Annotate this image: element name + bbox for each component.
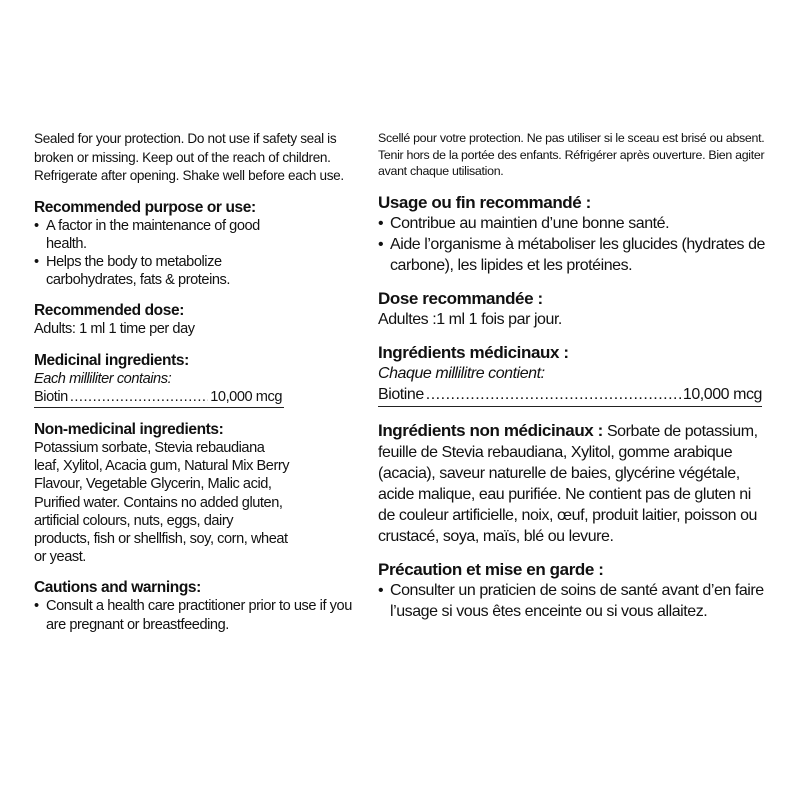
french-cautions-item: • Consulter un praticien de soins de santé avant d’en faire l’usage si vous êtes enceinte ou si vous allaitez. [378, 580, 770, 622]
english-medicinal-heading: Medicinal ingredients: [34, 351, 189, 369]
french-dose-heading: Dose recommandée : [378, 288, 543, 308]
english-ingredient-row [34, 388, 282, 406]
english-cautions-section [34, 579, 372, 633]
divider [34, 407, 284, 408]
english-dose-section [34, 302, 372, 338]
french-medicinal-heading: Ingrédients médicinaux : [378, 342, 569, 362]
english-cautions-heading: Cautions and warnings: [34, 579, 201, 597]
french-medicinal-subheading: Chaque millilitre contient: [378, 364, 545, 382]
english-non-medicinal-text: Potassium sorbate, Stevia rebaudiana leaf, Xylitol, Acacia gum, Natural Mix Berry Flavour, Vegetable Glycerin, Malic acid, Purified water. Contains no added gluten, artificial colours, nuts, eggs, dairy products, fish or shellfish, soy, corn, wheat or yeast. [34, 439, 290, 566]
french-ingredient-name: Biotine [378, 385, 424, 403]
french-ingredient-amount: 10,000 mcg [682, 385, 762, 403]
english-dose-text: Adults: 1 ml 1 time per day [34, 321, 195, 338]
french-non-medicinal-heading: Ingrédients non médicinaux : [378, 420, 603, 440]
english-dose-heading: Recommended dose: [34, 302, 184, 320]
english-cautions-list [34, 597, 372, 633]
english-cautions-item: • Consult a health care practitioner prior to use if you are pregnant or breastfeeding. [34, 597, 372, 633]
french-cautions-heading: Précaution et mise en garde : [378, 559, 604, 579]
french-cautions-section [378, 560, 770, 622]
french-non-medicinal-paragraph [378, 420, 770, 547]
english-non-medicinal-section [34, 421, 372, 566]
french-dose-section [378, 289, 770, 330]
english-medicinal-section [34, 352, 372, 408]
french-intro: Scellé pour votre protection. Ne pas utiliser si le sceau est brisé ou absent. Tenir hors de la portée des enfants. Réfrigérer après ouverture. Bien agiter avant chaque utilisation. [378, 131, 765, 178]
french-non-medicinal-text: Sorbate de potassium, feuille de Stevia rebaudiana, Xylitol, gomme arabique (acacia), saveur naturelle de baies, glycérine végétale, acide malique, eau purifiée. Ne contient pas de gluten ni de couleur artificielle, noix, œuf, produit laitier, poisson ou crustacé, soya, maïs, blé ou levure. [378, 422, 758, 545]
english-purpose-list [34, 217, 372, 290]
french-ingredient-row [378, 384, 762, 405]
english-ingredient-name: Biotin [34, 388, 68, 405]
english-purpose-item: • A factor in the maintenance of good health. [34, 217, 372, 253]
english-purpose-item: • Helps the body to metabolize carbohydrates, fats & proteins. [34, 253, 372, 289]
english-purpose-heading: Recommended purpose or use: [34, 198, 256, 216]
french-purpose-heading: Usage ou fin recommandé : [378, 192, 591, 212]
english-intro: Sealed for your protection. Do not use if safety seal is broken or missing. Keep out of the reach of children. Refrigerate after opening. Shake well before each use. [34, 131, 344, 183]
french-cautions-list [378, 580, 770, 622]
english-medicinal-subheading: Each milliliter contains: [34, 370, 172, 387]
french-purpose-section [378, 193, 770, 276]
french-column [378, 130, 770, 622]
french-purpose-list [378, 213, 770, 276]
divider [378, 406, 762, 407]
french-non-medicinal-section [378, 420, 770, 547]
french-purpose-item: • Aide l’organisme à métaboliser les glucides (hydrates de carbone), les lipides et les protéines. [378, 234, 770, 276]
english-column [34, 130, 372, 634]
french-purpose-item: • Contribue au maintien d’une bonne santé. [378, 213, 770, 234]
dot-leader [70, 388, 208, 406]
french-dose-text: Adultes :1 ml 1 fois par jour. [378, 310, 562, 328]
dot-leader [426, 384, 681, 405]
english-purpose-section [34, 199, 372, 290]
english-ingredient-amount: 10,000 mcg [210, 388, 282, 405]
french-medicinal-section [378, 343, 770, 407]
english-non-medicinal-heading: Non-medicinal ingredients: [34, 420, 224, 438]
